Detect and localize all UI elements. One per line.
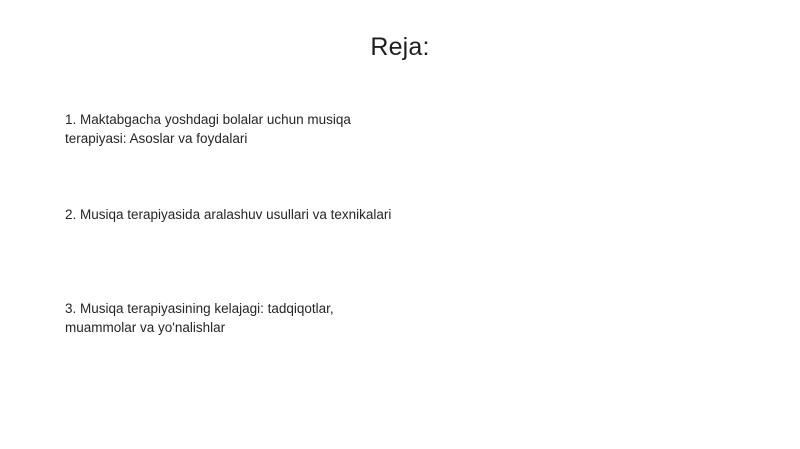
plan-item-1: 1. Maktabgacha yoshdagi bolalar uchun musiqa terapiyasi: Asoslar va foydalari: [65, 112, 351, 146]
plan-item-2: 2. Musiqa terapiyasida aralashuv usullari va texnikalari: [65, 207, 392, 222]
plan-item-3: 3. Musiqa terapiyasining kelajagi: tadqiqotlar, muammolar va yo'nalishlar: [65, 301, 334, 335]
slide-title: Reja:: [370, 33, 430, 61]
